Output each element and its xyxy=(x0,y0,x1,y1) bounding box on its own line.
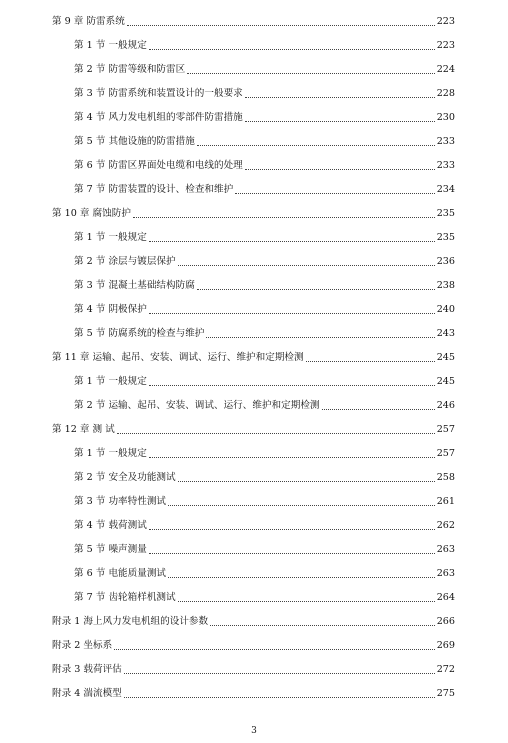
toc-entry-page: 258 xyxy=(436,472,455,483)
toc-entry-title: 第 2 节 运输、起吊、安装、调试、运行、维护和定期检测 xyxy=(74,400,320,411)
toc-entry-page: 235 xyxy=(436,232,455,243)
toc-chapter-row[interactable] xyxy=(52,662,455,676)
toc-entry-page: 234 xyxy=(436,184,455,195)
dot-leader xyxy=(235,193,435,194)
toc-entry-title: 附录 4 湍流模型 xyxy=(52,688,122,699)
toc-entry-page: 269 xyxy=(436,640,455,651)
dot-leader xyxy=(178,601,435,602)
toc-chapter-row[interactable] xyxy=(52,614,455,628)
dot-leader xyxy=(187,73,434,74)
toc-section-row[interactable] xyxy=(74,302,455,316)
toc-entry-title: 第 9 章 防雷系统 xyxy=(52,16,125,27)
toc-entry-title: 第 5 节 防腐系统的检查与维护 xyxy=(74,328,205,339)
toc-entry-title: 第 5 节 其他设施的防雷措施 xyxy=(74,136,195,147)
toc-entry-title: 第 12 章 测 试 xyxy=(52,424,115,435)
dot-leader xyxy=(245,121,435,122)
toc-entry-page: 261 xyxy=(436,496,455,507)
toc-entry-page: 230 xyxy=(436,112,455,123)
toc-entry-page: 257 xyxy=(436,448,455,459)
toc-chapter-row[interactable] xyxy=(52,686,455,700)
toc-entry-title: 附录 1 海上风力发电机组的设计参数 xyxy=(52,616,209,627)
dot-leader xyxy=(149,313,435,314)
dot-leader xyxy=(206,337,434,338)
dot-leader xyxy=(197,145,435,146)
dot-leader xyxy=(168,505,435,506)
toc-entry-title: 第 2 节 安全及功能测试 xyxy=(74,472,176,483)
toc-entry-page: 224 xyxy=(436,64,455,75)
dot-leader xyxy=(124,673,435,674)
toc-entry-page: 235 xyxy=(436,208,455,219)
toc-entry-title: 第 3 节 防雷系统和装置设计的一般要求 xyxy=(74,88,243,99)
toc-entry-title: 第 3 节 功率特性测试 xyxy=(74,496,167,507)
toc-section-row[interactable] xyxy=(74,542,455,556)
toc-entry-page: 264 xyxy=(436,592,455,603)
toc-entry-page: 238 xyxy=(436,280,455,291)
dot-leader xyxy=(149,553,435,554)
toc-entry-page: 233 xyxy=(436,136,455,147)
toc-entry-page: 272 xyxy=(436,664,455,675)
toc-section-row[interactable] xyxy=(74,518,455,532)
toc-entry-title: 附录 3 载荷评估 xyxy=(52,664,122,675)
dot-leader xyxy=(149,529,435,530)
dot-leader xyxy=(149,49,435,50)
toc-entry-title: 第 3 节 混凝土基础结构防腐 xyxy=(74,280,195,291)
toc-entry-title: 第 2 节 涂层与镀层保护 xyxy=(74,256,176,267)
toc-entry-page: 236 xyxy=(436,256,455,267)
dot-leader xyxy=(178,481,435,482)
toc-entry-page: 257 xyxy=(436,424,455,435)
toc-section-row[interactable] xyxy=(74,326,455,340)
toc-entry-title: 第 1 节 一般规定 xyxy=(74,40,147,51)
toc-entry-title: 第 2 节 防雷等级和防雷区 xyxy=(74,64,186,75)
dot-leader xyxy=(149,385,435,386)
toc-entry-page: 223 xyxy=(436,40,455,51)
toc-entry-page: 246 xyxy=(436,400,455,411)
toc-entry-page: 263 xyxy=(436,568,455,579)
dot-leader xyxy=(124,697,435,698)
toc-entry-page: 263 xyxy=(436,544,455,555)
toc-chapter-row[interactable] xyxy=(52,638,455,652)
toc-entry-page: 228 xyxy=(436,88,455,99)
toc-section-row[interactable] xyxy=(74,398,455,412)
dot-leader xyxy=(322,409,435,410)
toc-section-row[interactable] xyxy=(74,230,455,244)
toc-chapter-row[interactable] xyxy=(52,350,455,364)
dot-leader xyxy=(149,241,435,242)
toc-section-row[interactable] xyxy=(74,134,455,148)
dot-leader xyxy=(197,289,435,290)
dot-leader xyxy=(245,97,435,98)
dot-leader xyxy=(245,169,435,170)
toc-entry-page: 223 xyxy=(436,16,455,27)
toc-entry-title: 第 11 章 运输、起吊、安装、调试、运行、维护和定期检测 xyxy=(52,352,304,363)
toc-entry-page: 266 xyxy=(436,616,455,627)
toc-entry-title: 第 4 节 载荷测试 xyxy=(74,520,147,531)
toc-entry-title: 第 1 节 一般规定 xyxy=(74,232,147,243)
toc-entry-page: 262 xyxy=(436,520,455,531)
toc-section-row[interactable] xyxy=(74,182,455,196)
toc-entry-page: 243 xyxy=(436,328,455,339)
toc-chapter-row[interactable] xyxy=(52,14,455,28)
toc-section-row[interactable] xyxy=(74,446,455,460)
toc-entry-title: 第 4 节 阴极保护 xyxy=(74,304,147,315)
toc-chapter-row[interactable] xyxy=(52,422,455,436)
toc-section-row[interactable] xyxy=(74,158,455,172)
toc-section-row[interactable] xyxy=(74,38,455,52)
toc-entry-title: 附录 2 坐标系 xyxy=(52,640,113,651)
dot-leader xyxy=(127,25,435,26)
dot-leader xyxy=(178,265,435,266)
dot-leader xyxy=(133,217,435,218)
toc-entry-page: 245 xyxy=(436,352,455,363)
toc-entry-page: 240 xyxy=(436,304,455,315)
toc-section-row[interactable] xyxy=(74,494,455,508)
toc-entry-title: 第 1 节 一般规定 xyxy=(74,448,147,459)
dot-leader xyxy=(168,577,435,578)
toc-entry-title: 第 7 节 齿轮箱样机测试 xyxy=(74,592,176,603)
dot-leader xyxy=(210,625,435,626)
dot-leader xyxy=(306,361,435,362)
toc-section-row[interactable] xyxy=(74,110,455,124)
toc-entry-title: 第 4 节 风力发电机组的零部件防雷措施 xyxy=(74,112,243,123)
toc-section-row[interactable] xyxy=(74,254,455,268)
dot-leader xyxy=(149,457,435,458)
toc-entry-title: 第 6 节 电能质量测试 xyxy=(74,568,167,579)
toc-section-row[interactable] xyxy=(74,278,455,292)
toc-entry-title: 第 5 节 噪声测量 xyxy=(74,544,147,555)
page-number: 3 xyxy=(251,726,257,736)
toc-section-row[interactable] xyxy=(74,566,455,580)
toc-entry-page: 233 xyxy=(436,160,455,171)
toc-section-row[interactable] xyxy=(74,86,455,100)
toc-entry-title: 第 6 节 防雷区界面处电缆和电线的处理 xyxy=(74,160,243,171)
toc-section-row[interactable] xyxy=(74,374,455,388)
toc-section-row[interactable] xyxy=(74,470,455,484)
toc-entry-title: 第 1 节 一般规定 xyxy=(74,376,147,387)
toc-entry-title: 第 7 节 防雷装置的设计、检查和维护 xyxy=(74,184,234,195)
toc-section-row[interactable] xyxy=(74,590,455,604)
dot-leader xyxy=(117,433,435,434)
toc-entry-page: 275 xyxy=(436,688,455,699)
dot-leader xyxy=(114,649,435,650)
toc-entry-page: 245 xyxy=(436,376,455,387)
toc-chapter-row[interactable] xyxy=(52,206,455,220)
toc-entry-title: 第 10 章 腐蚀防护 xyxy=(52,208,131,219)
toc-section-row[interactable] xyxy=(74,62,455,76)
